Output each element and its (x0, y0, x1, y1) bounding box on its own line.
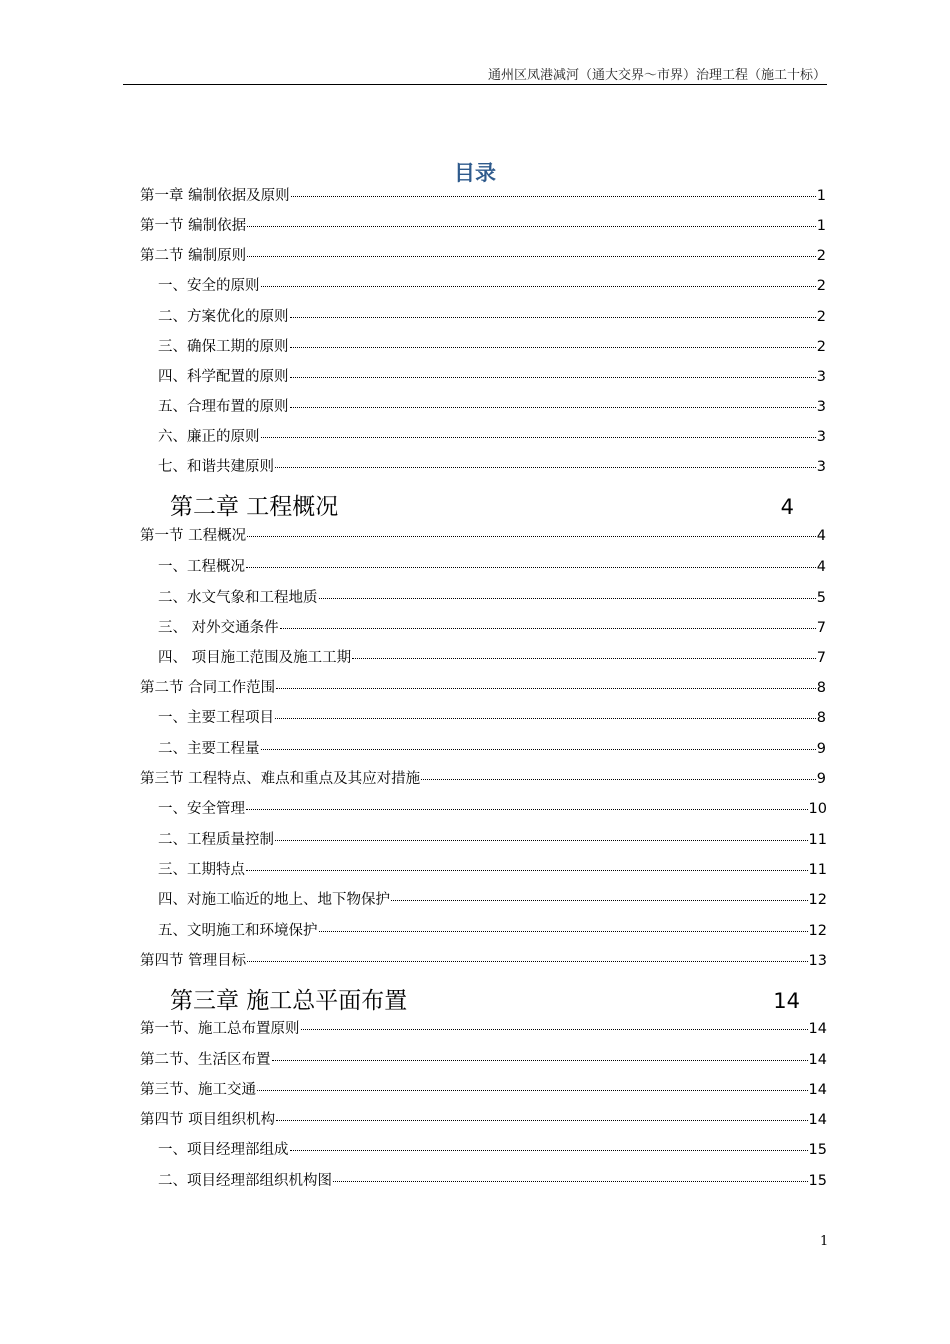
toc-entry[interactable] (158, 646, 826, 668)
dot-leader (391, 900, 808, 901)
toc-entry-page: 4 (780, 495, 794, 519)
toc-entry-page: 3 (816, 399, 826, 415)
dot-leader (352, 658, 816, 659)
running-header: 通州区凤港减河（通大交界～市界）治理工程（施工十标） (487, 68, 826, 83)
toc-entry-page: 13 (808, 953, 827, 969)
dot-leader (257, 1090, 808, 1091)
toc-entry[interactable] (140, 184, 826, 206)
toc-entry[interactable] (158, 425, 826, 447)
toc-entry-label: 四、对施工临近的地上、地下物保护 (158, 892, 390, 908)
toc-entry[interactable] (158, 1138, 827, 1160)
dot-leader (247, 536, 816, 537)
toc-entry-page: 4 (816, 559, 826, 575)
toc-entry-page: 14 (808, 1112, 827, 1128)
toc-entry-label: 二、主要工程量 (158, 741, 260, 757)
toc-entry-label: 五、合理布置的原则 (158, 399, 289, 415)
toc-entry-page: 1 (816, 218, 826, 234)
toc-entry-label: 第四节 管理目标 (140, 953, 247, 969)
toc-entry[interactable] (140, 1108, 827, 1130)
toc-entry-page: 5 (816, 590, 826, 606)
dot-leader (261, 286, 816, 287)
toc-entry-page: 11 (808, 832, 827, 848)
toc-entry[interactable] (158, 828, 827, 850)
toc-entry[interactable] (158, 274, 826, 296)
dot-leader (246, 567, 816, 568)
toc-entry-label: 二、水文气象和工程地质 (158, 590, 318, 606)
toc-entry-page: 12 (808, 892, 827, 908)
toc-entry[interactable] (158, 888, 827, 910)
toc-entry-page: 8 (816, 680, 826, 696)
toc-entry-label: 二、方案优化的原则 (158, 309, 289, 325)
toc-entry-label: 三、确保工期的原则 (158, 339, 289, 355)
toc-entry[interactable] (140, 1017, 827, 1039)
toc-entry-label: 第一节、施工总布置原则 (140, 1021, 300, 1037)
toc-entry-label: 第一章 编制依据及原则 (140, 188, 290, 204)
dot-leader (290, 347, 816, 348)
dot-leader (276, 688, 816, 689)
toc-entry[interactable] (140, 244, 826, 266)
toc-chapter-entry[interactable] (170, 488, 794, 518)
toc-entry-label: 第一节 编制依据 (140, 218, 247, 234)
toc-entry-page: 2 (816, 278, 826, 294)
toc-entry[interactable] (158, 858, 827, 880)
toc-entry[interactable] (158, 797, 827, 819)
toc-entry-page: 15 (808, 1173, 827, 1189)
toc-title: 目录 (454, 161, 496, 185)
toc-entry-label: 二、工程质量控制 (158, 832, 274, 848)
dot-leader (261, 749, 816, 750)
toc-entry-label: 第二节 编制原则 (140, 248, 247, 264)
dot-leader (280, 628, 816, 629)
toc-entry-label: 七、和谐共建原则 (158, 459, 274, 475)
dot-leader (247, 961, 807, 962)
toc-entry-label: 一、主要工程项目 (158, 710, 274, 726)
toc-entry-label: 第二节 合同工作范围 (140, 680, 276, 696)
toc-entry[interactable] (158, 555, 826, 577)
dot-leader (275, 840, 808, 841)
toc-entry-label: 四、 项目施工范围及施工工期 (158, 650, 352, 666)
toc-entry[interactable] (140, 1048, 827, 1070)
toc-entry-page: 14 (808, 1052, 827, 1068)
toc-entry-page: 14 (808, 1082, 827, 1098)
toc-entry[interactable] (140, 1078, 827, 1100)
dot-leader (275, 718, 816, 719)
dot-leader (319, 598, 816, 599)
dot-leader (291, 196, 816, 197)
toc-entry-page: 1 (816, 188, 826, 204)
dot-leader (290, 377, 816, 378)
toc-entry-label: 一、工程概况 (158, 559, 245, 575)
toc-entry-page: 14 (773, 989, 800, 1013)
dot-leader (290, 407, 816, 408)
page-number: 1 (820, 1234, 829, 1249)
dot-leader (246, 870, 808, 871)
toc-entry-page: 9 (816, 771, 826, 787)
toc-entry[interactable] (140, 524, 826, 546)
toc-entry-label: 一、安全管理 (158, 801, 245, 817)
toc-entry[interactable] (158, 616, 826, 638)
toc-entry[interactable] (158, 365, 826, 387)
toc-entry-page: 4 (816, 528, 826, 544)
toc-entry-label: 第三章 施工总平面布置 (170, 988, 408, 1014)
toc-entry-page: 3 (816, 429, 826, 445)
toc-entry[interactable] (158, 706, 826, 728)
toc-entry-page: 7 (816, 620, 826, 636)
toc-entry-page: 3 (816, 459, 826, 475)
dot-leader (290, 1150, 808, 1151)
toc-entry-page: 11 (808, 862, 827, 878)
dot-leader (246, 809, 808, 810)
toc-entry-page: 2 (816, 339, 826, 355)
toc-entry-label: 第四节 项目组织机构 (140, 1112, 276, 1128)
toc-entry-page: 12 (808, 923, 827, 939)
toc-entry[interactable] (140, 949, 827, 971)
toc-entry[interactable] (140, 214, 826, 236)
dot-leader (421, 779, 816, 780)
toc-entry[interactable] (158, 1169, 827, 1191)
toc-entry-label: 三、 对外交通条件 (158, 620, 279, 636)
dot-leader (319, 931, 808, 932)
dot-leader (290, 317, 816, 318)
toc-entry-label: 六、廉正的原则 (158, 429, 260, 445)
toc-entry-page: 10 (808, 801, 827, 817)
dot-leader (275, 467, 816, 468)
toc-entry-page: 3 (816, 369, 826, 385)
toc-entry-label: 第二节、生活区布置 (140, 1052, 271, 1068)
dot-leader (333, 1181, 808, 1182)
toc-entry[interactable] (140, 676, 826, 698)
toc-entry-page: 9 (816, 741, 826, 757)
dot-leader (276, 1120, 807, 1121)
toc-entry-label: 第三节、施工交通 (140, 1082, 256, 1098)
toc-entry-label: 一、项目经理部组成 (158, 1142, 289, 1158)
toc-entry[interactable] (158, 305, 826, 327)
dot-leader (301, 1029, 808, 1030)
dot-leader (272, 1060, 808, 1061)
toc-entry-page: 14 (808, 1021, 827, 1037)
toc-entry-label: 一、安全的原则 (158, 278, 260, 294)
toc-entry[interactable] (158, 455, 826, 477)
toc-entry-label: 五、文明施工和环境保护 (158, 923, 318, 939)
toc-entry-label: 第一节 工程概况 (140, 528, 247, 544)
toc-entry[interactable] (158, 395, 826, 417)
toc-chapter-entry[interactable] (170, 982, 800, 1012)
toc-entry[interactable] (140, 767, 826, 789)
toc-entry-label: 四、科学配置的原则 (158, 369, 289, 385)
dot-leader (261, 437, 816, 438)
toc-entry[interactable] (158, 335, 826, 357)
toc-entry-page: 2 (816, 309, 826, 325)
toc-entry-label: 第二章 工程概况 (170, 494, 339, 520)
toc-entry[interactable] (158, 737, 826, 759)
toc-entry-page: 15 (808, 1142, 827, 1158)
toc-entry[interactable] (158, 586, 826, 608)
toc-entry-label: 第三节 工程特点、难点和重点及其应对措施 (140, 771, 421, 787)
toc-entry-label: 二、项目经理部组织机构图 (158, 1173, 332, 1189)
toc-entry-page: 2 (816, 248, 826, 264)
toc-entry-label: 三、工期特点 (158, 862, 245, 878)
dot-leader (247, 256, 816, 257)
toc-entry-page: 8 (816, 710, 826, 726)
toc-entry-page: 7 (816, 650, 826, 666)
toc-entry[interactable] (158, 919, 827, 941)
dot-leader (247, 226, 816, 227)
